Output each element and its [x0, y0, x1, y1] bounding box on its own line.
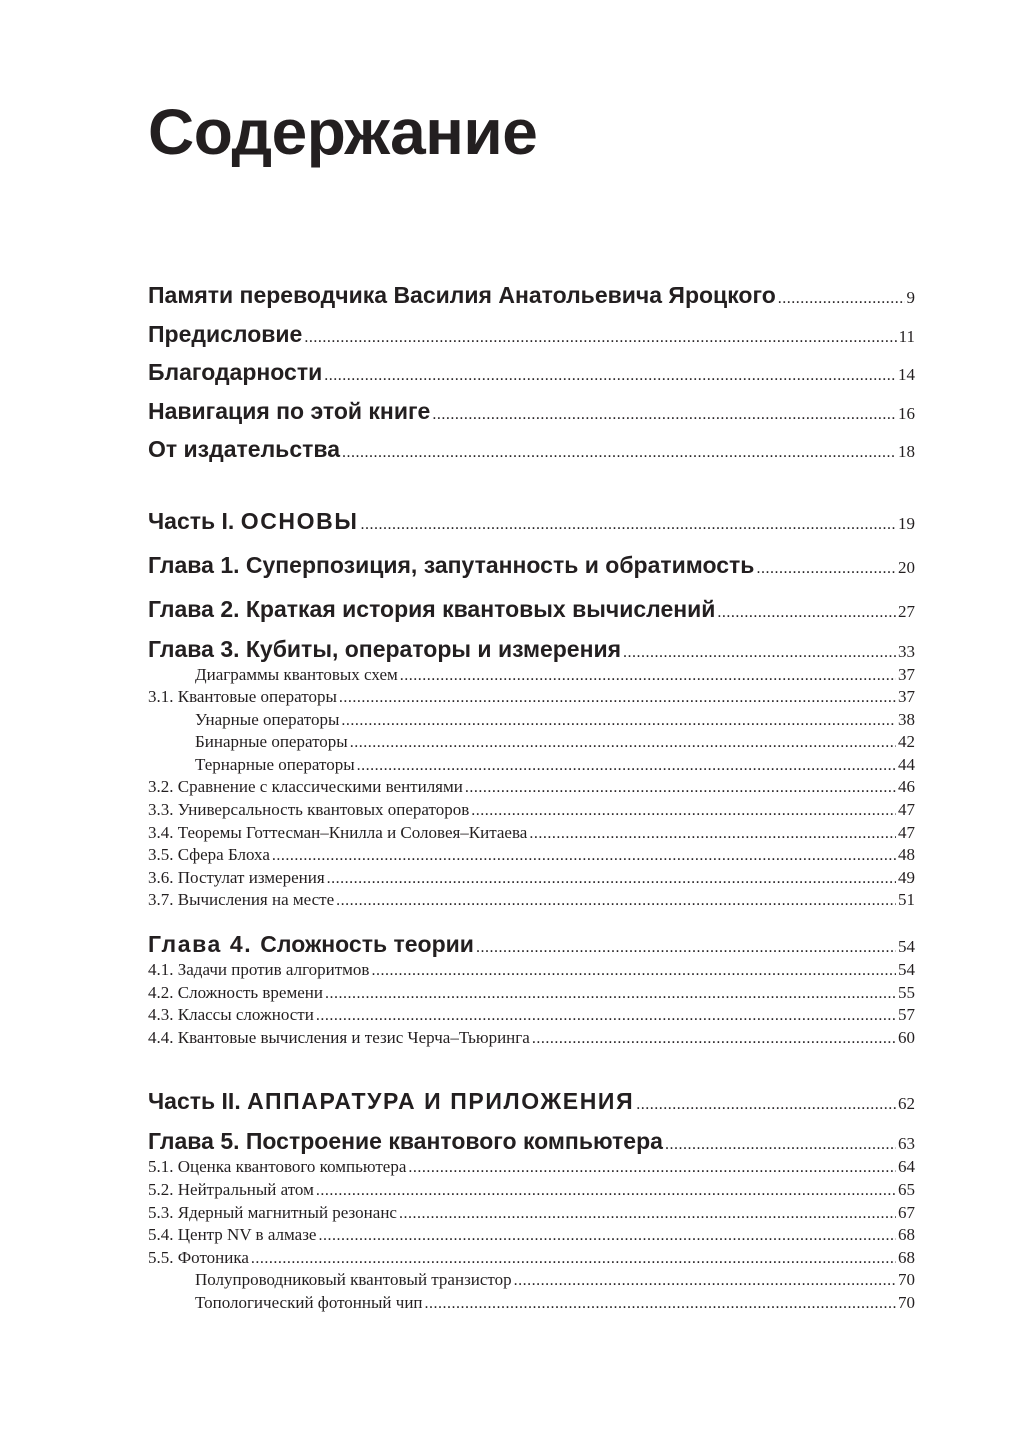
toc-section[interactable] — [148, 1224, 915, 1247]
toc-section[interactable] — [148, 1202, 915, 1225]
toc-section[interactable] — [148, 1004, 915, 1027]
leader-dots — [425, 1293, 896, 1316]
toc-part-prefix: Часть I. — [148, 507, 241, 534]
toc-page-number: 51 — [898, 890, 915, 910]
toc-section-label: 5.2. Нейтральный атом — [148, 1180, 314, 1199]
toc-page-number: 11 — [898, 326, 915, 346]
toc-chapter-prefix: Глава 4. — [148, 931, 261, 958]
toc-entry-label: Благодарности — [148, 359, 323, 385]
toc-section-label: 4.2. Сложность времени — [148, 982, 323, 1002]
toc-page-number: 38 — [898, 709, 915, 729]
toc-section[interactable] — [148, 776, 915, 799]
toc-section-label: Унарные операторы — [195, 709, 340, 729]
toc-section-label: Полупроводниковый квантовый транзистор — [195, 1270, 512, 1290]
toc-section-label: 5.4. Центр NV в алмазе — [148, 1225, 317, 1245]
toc-page-number: 55 — [898, 982, 915, 1002]
leader-dots — [636, 1083, 896, 1127]
leader-dots — [471, 800, 896, 823]
leader-dots — [339, 687, 896, 710]
toc-section-label: 3.6. Постулат измерения — [148, 867, 325, 887]
toc-section-label: 4.3. Классы сложности — [148, 1005, 314, 1025]
toc-section[interactable] — [148, 1027, 915, 1050]
page-title: Содержание — [148, 96, 538, 168]
toc-page-number: 14 — [898, 365, 915, 384]
toc-page-number: 68 — [898, 1247, 915, 1267]
leader-dots — [341, 710, 896, 733]
toc-entry-label: Предисловие — [148, 320, 303, 347]
toc-section[interactable] — [148, 844, 915, 867]
leader-dots — [756, 547, 896, 591]
toc-page-number: 48 — [898, 845, 915, 865]
toc-page-number: 57 — [898, 1005, 915, 1025]
toc-page-number: 44 — [898, 754, 915, 774]
toc-section[interactable] — [148, 1269, 915, 1292]
toc-part-name: АППАРАТУРА И ПРИЛОЖЕНИЯ — [247, 1088, 635, 1115]
toc-page-number: 37 — [898, 664, 915, 684]
leader-dots — [360, 503, 896, 547]
toc-entry-preface[interactable] — [148, 315, 915, 354]
toc-page-number: 63 — [898, 1134, 915, 1154]
toc-section[interactable] — [148, 1179, 915, 1202]
toc-section-label: 3.1. Квантовые операторы — [148, 687, 337, 707]
toc-section[interactable] — [148, 1247, 915, 1270]
toc-page-number: 18 — [898, 442, 915, 461]
toc-section-label: 3.5. Сфера Блоха — [148, 845, 270, 865]
leader-dots — [318, 1225, 896, 1248]
toc-entry-label: Навигация по этой книге — [148, 397, 431, 424]
toc-section-label: 4.4. Квантовые вычисления и тезис Черча–Тьюринга — [148, 1027, 530, 1047]
toc-section[interactable] — [148, 686, 915, 709]
leader-dots — [432, 396, 896, 435]
toc-page-number: 67 — [898, 1202, 915, 1222]
leader-dots — [304, 319, 896, 358]
toc-page-number: 9 — [906, 288, 915, 307]
toc-part-prefix: Часть II. — [148, 1088, 248, 1115]
toc-section-label: 5.1. Оценка квантового компьютера — [148, 1157, 407, 1177]
toc-chapter-1[interactable] — [148, 543, 915, 587]
toc-entry-memorial[interactable] — [148, 276, 915, 315]
leader-dots — [514, 1270, 896, 1293]
toc-entry-publisher[interactable] — [148, 430, 915, 469]
leader-dots — [327, 868, 896, 891]
toc-page-number: 47 — [898, 800, 915, 820]
leader-dots — [408, 1157, 896, 1180]
toc-chapter-3[interactable] — [148, 631, 915, 664]
toc-section[interactable] — [148, 709, 915, 732]
toc-page-number: 46 — [898, 777, 915, 797]
toc-page-number: 70 — [898, 1292, 915, 1312]
toc-section[interactable] — [148, 959, 915, 982]
leader-dots — [272, 845, 896, 868]
toc-chapter-5[interactable] — [148, 1123, 915, 1156]
toc-page-number: 68 — [898, 1225, 915, 1245]
toc-page-number: 60 — [898, 1027, 915, 1047]
toc-chapter-label: Глава 1. Суперпозиция, запутанность и обратимость — [148, 551, 755, 578]
toc-page-number: 62 — [898, 1094, 915, 1114]
toc-section-label: 3.2. Сравнение с классическими вентилями — [148, 777, 463, 797]
toc-section-label: 5.5. Фотоника — [148, 1247, 249, 1267]
toc-section-label: Топологический фотонный чип — [195, 1292, 423, 1312]
leader-dots — [316, 1005, 896, 1028]
toc-page-number: 47 — [898, 822, 915, 842]
leader-dots — [371, 960, 896, 983]
toc-section[interactable] — [148, 889, 915, 912]
toc-chapter-label: Глава 5. Построение квантового компьютера — [148, 1128, 663, 1155]
leader-dots — [778, 280, 905, 319]
leader-dots — [465, 777, 896, 800]
toc-page-number: 65 — [898, 1180, 915, 1199]
toc-section[interactable] — [148, 1292, 915, 1315]
toc-chapter-2[interactable] — [148, 587, 915, 631]
toc-section-label: 4.1. Задачи против алгоритмов — [148, 960, 370, 980]
toc-page-number: 49 — [898, 867, 915, 887]
toc-chapter-label: Глава 3. Кубиты, операторы и измерения — [148, 635, 622, 662]
toc-chapter-name: Сложность теории — [260, 931, 474, 958]
toc-entry-acknowledgements[interactable] — [148, 353, 915, 392]
toc-section[interactable] — [148, 664, 915, 687]
leader-dots — [316, 1180, 896, 1203]
toc-part-label — [148, 499, 358, 543]
toc-part-1[interactable] — [148, 499, 915, 543]
toc-page-number: 42 — [898, 732, 915, 752]
toc-page-number: 37 — [898, 687, 915, 707]
toc-section-label: 5.3. Ядерный магнитный резонанс — [148, 1202, 397, 1222]
leader-dots — [324, 357, 896, 396]
toc-section[interactable] — [148, 799, 915, 822]
toc-page-number: 20 — [898, 557, 915, 577]
toc-section[interactable] — [148, 731, 915, 754]
leader-dots — [532, 1028, 896, 1051]
leader-dots — [251, 1248, 896, 1271]
leader-dots — [717, 591, 896, 635]
toc-page-number: 64 — [898, 1157, 915, 1177]
toc-section[interactable] — [148, 754, 915, 777]
toc-part-name: ОСНОВЫ — [240, 507, 359, 534]
leader-dots — [400, 665, 896, 688]
toc-section-label: 3.7. Вычисления на месте — [148, 890, 335, 910]
toc-section[interactable] — [148, 1156, 915, 1179]
table-of-contents — [148, 276, 915, 1315]
leader-dots — [350, 732, 896, 755]
leader-dots — [399, 1203, 896, 1226]
toc-page-number: 70 — [898, 1270, 915, 1290]
toc-page-number: 19 — [898, 513, 915, 533]
toc-section-label: 3.4. Теоремы Готтесман–Книлла и Соловея–Китаева — [148, 822, 528, 842]
leader-dots — [357, 755, 896, 778]
toc-chapter-4[interactable] — [148, 926, 915, 959]
leader-dots — [325, 983, 896, 1006]
toc-entry-label: От издательства — [148, 436, 340, 462]
toc-entry-label: Памяти переводчика Василия Анатольевича Яроцкого — [148, 282, 776, 308]
toc-section-label: Тернарные операторы — [195, 754, 355, 774]
toc-page-number: 33 — [898, 641, 915, 661]
leader-dots — [342, 434, 896, 473]
toc-section[interactable] — [148, 867, 915, 890]
toc-page-number: 54 — [898, 960, 915, 980]
leader-dots — [336, 890, 896, 913]
toc-entry-navigation[interactable] — [148, 392, 915, 431]
toc-section-label: 3.3. Универсальность квантовых операторов — [148, 800, 470, 820]
toc-page-number: 27 — [898, 601, 915, 621]
leader-dots — [529, 823, 896, 846]
toc-part-2[interactable] — [148, 1079, 915, 1123]
toc-section-label: Бинарные операторы — [195, 732, 348, 752]
toc-section-label: Диаграммы квантовых схем — [195, 664, 398, 684]
toc-section[interactable] — [148, 982, 915, 1005]
toc-page-number: 54 — [898, 937, 915, 957]
toc-chapter-label — [148, 926, 474, 962]
toc-chapter-label: Глава 2. Краткая история квантовых вычислений — [148, 595, 716, 622]
toc-part-label — [148, 1079, 634, 1123]
toc-section[interactable] — [148, 822, 915, 845]
toc-page-number: 16 — [898, 403, 915, 423]
